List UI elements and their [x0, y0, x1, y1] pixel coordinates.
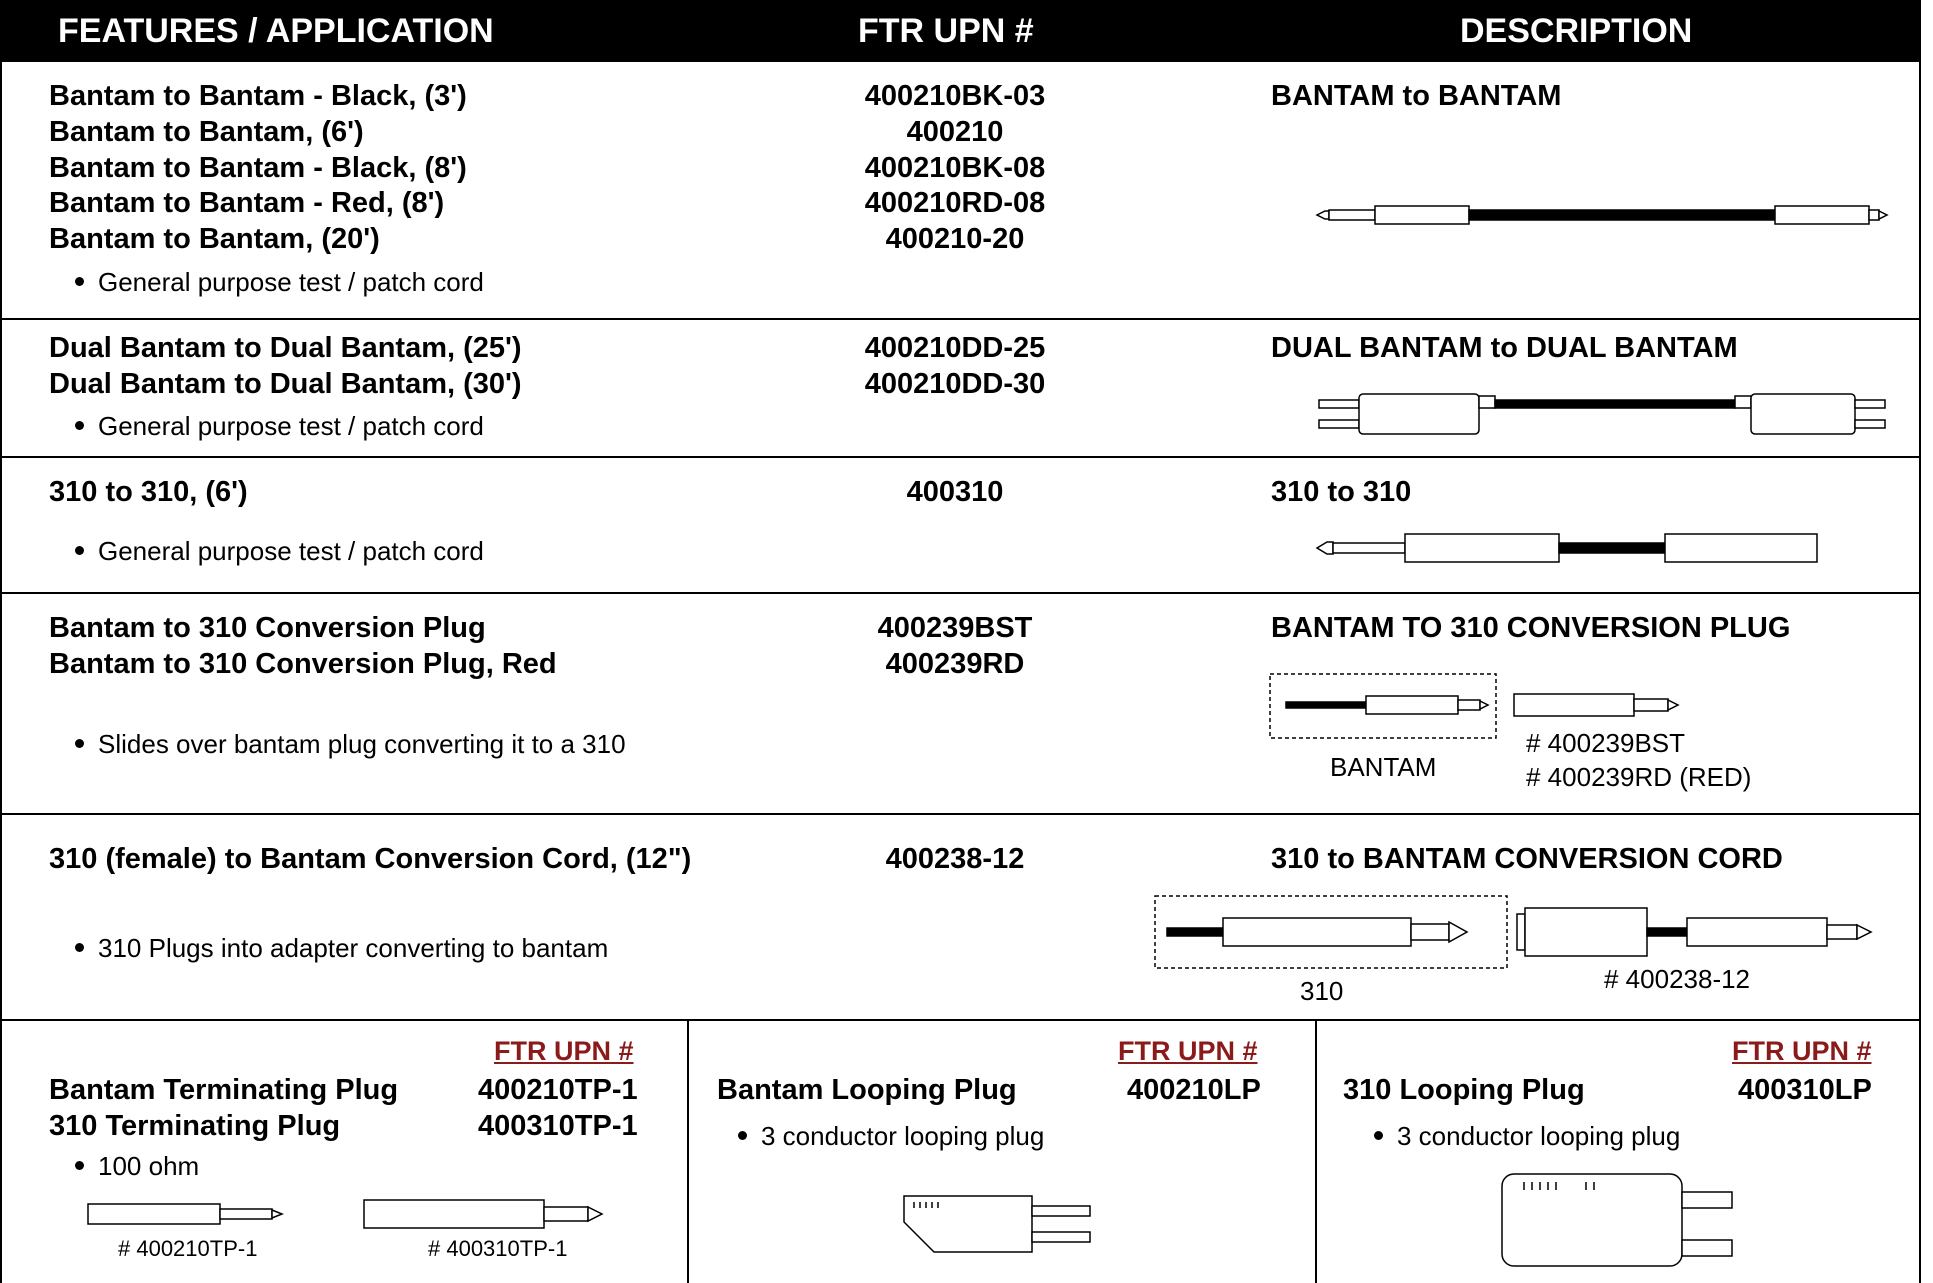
- feature-bullet: [1374, 1118, 1680, 1154]
- description-title: BANTAM to BANTAM: [1271, 80, 1562, 112]
- feature-text: 310 to 310, (6'): [49, 476, 248, 508]
- bullet-dot: [75, 277, 84, 286]
- row-divider: [0, 592, 1921, 594]
- upn-code: 400239RD: [885, 648, 1025, 680]
- feature-bullet: [75, 726, 626, 762]
- feature-text: Dual Bantam to Dual Bantam, (25'): [49, 332, 522, 364]
- header-features: FEATURES / APPLICATION: [58, 12, 494, 50]
- feature-text: Bantam to Bantam - Black, (8'): [49, 152, 467, 184]
- upn-code: 400310LP: [1738, 1074, 1872, 1106]
- feature-text: Bantam to Bantam, (20'): [49, 223, 380, 255]
- upn-code: 400310TP-1: [478, 1110, 638, 1142]
- row-divider: [0, 1019, 1921, 1021]
- feature-bullet: [75, 930, 608, 966]
- bullet-text: 100 ohm: [98, 1151, 200, 1181]
- description-title: DUAL BANTAM to DUAL BANTAM: [1271, 332, 1738, 364]
- upn-code: 400239BST: [877, 612, 1033, 644]
- illustration-label: # 400238-12: [1604, 964, 1751, 994]
- bullet-dot: [75, 1161, 84, 1170]
- conversion-cord-illustration: [1155, 894, 1910, 972]
- 310-cord-illustration: [1315, 530, 1890, 566]
- feature-bullet: [75, 264, 484, 300]
- bullet-dot: [1374, 1131, 1383, 1140]
- feature-bullet: [75, 533, 484, 569]
- dual-bantam-cord-illustration: [1315, 392, 1890, 436]
- upn-code: 400310: [906, 476, 1004, 508]
- upn-code: 400238-12: [885, 843, 1025, 875]
- feature-bullet: [738, 1118, 1044, 1154]
- bullet-text: General purpose test / patch cord: [98, 536, 484, 566]
- 310-looping-plug-illustration: [1502, 1172, 1792, 1272]
- feature-text: Bantam to 310 Conversion Plug: [49, 612, 486, 644]
- header-upn: FTR UPN #: [858, 12, 1034, 50]
- upn-code: 400210LP: [1127, 1074, 1261, 1106]
- bullet-dot: [75, 739, 84, 748]
- upn-code: 400210TP-1: [478, 1074, 638, 1106]
- feature-bullet: [75, 408, 484, 444]
- bullet-dot: [738, 1131, 747, 1140]
- illustration-label: # 400239BST: [1526, 728, 1686, 758]
- bantam-looping-plug-illustration: [904, 1192, 1114, 1256]
- bullet-dot: [75, 546, 84, 555]
- upn-code: 400210DD-25: [864, 332, 1046, 364]
- bullet-text: 3 conductor looping plug: [1397, 1121, 1681, 1151]
- upn-code: 400210RD-08: [864, 187, 1046, 219]
- item-name: 310 Looping Plug: [1343, 1074, 1585, 1106]
- feature-bullet: [75, 1148, 199, 1184]
- row-divider: [0, 456, 1921, 458]
- feature-text: Dual Bantam to Dual Bantam, (30'): [49, 368, 522, 400]
- illustration-label: BANTAM: [1330, 752, 1437, 782]
- illustration-label: # 400210TP-1: [118, 1236, 258, 1261]
- description-title: 310 to 310: [1271, 476, 1412, 508]
- feature-text: Bantam to 310 Conversion Plug, Red: [49, 648, 557, 680]
- terminating-plug-illustration: [88, 1200, 648, 1240]
- bantam-cord-illustration: [1315, 198, 1885, 232]
- bullet-dot: [75, 943, 84, 952]
- bullet-dot: [75, 421, 84, 430]
- bullet-text: Slides over bantam plug converting it to a 310: [98, 729, 626, 759]
- table-header: [0, 0, 1921, 62]
- illustration-label: # 400239RD (RED): [1526, 762, 1752, 792]
- illustration-label: 310: [1300, 976, 1344, 1006]
- upn-code: 400210: [906, 116, 1004, 148]
- upn-header: FTR UPN #: [1732, 1036, 1872, 1066]
- illustration-label: # 400310TP-1: [428, 1236, 568, 1261]
- upn-code: 400210BK-03: [864, 80, 1046, 112]
- row-divider: [0, 813, 1921, 815]
- description-title: BANTAM TO 310 CONVERSION PLUG: [1271, 612, 1791, 644]
- upn-code: 400210DD-30: [864, 368, 1046, 400]
- description-title: 310 to BANTAM CONVERSION CORD: [1271, 843, 1783, 875]
- item-name: Bantam Looping Plug: [717, 1074, 1017, 1106]
- feature-text: Bantam to Bantam, (6'): [49, 116, 364, 148]
- header-description: DESCRIPTION: [1460, 12, 1693, 50]
- item-name: Bantam Terminating Plug: [49, 1074, 399, 1106]
- bullet-text: General purpose test / patch cord: [98, 267, 484, 297]
- upn-header: FTR UPN #: [494, 1036, 634, 1066]
- row-divider: [0, 318, 1921, 320]
- column-divider: [687, 1019, 689, 1283]
- bullet-text: 3 conductor looping plug: [761, 1121, 1045, 1151]
- upn-code: 400210-20: [885, 223, 1025, 255]
- item-name: 310 Terminating Plug: [49, 1110, 341, 1142]
- upn-header: FTR UPN #: [1118, 1036, 1258, 1066]
- bullet-text: General purpose test / patch cord: [98, 411, 484, 441]
- upn-code: 400210BK-08: [864, 152, 1046, 184]
- column-divider: [1315, 1019, 1317, 1283]
- feature-text: Bantam to Bantam - Black, (3'): [49, 80, 467, 112]
- bullet-text: 310 Plugs into adapter converting to bantam: [98, 933, 609, 963]
- feature-text: 310 (female) to Bantam Conversion Cord, (12"): [49, 843, 692, 875]
- feature-text: Bantam to Bantam - Red, (8'): [49, 187, 445, 219]
